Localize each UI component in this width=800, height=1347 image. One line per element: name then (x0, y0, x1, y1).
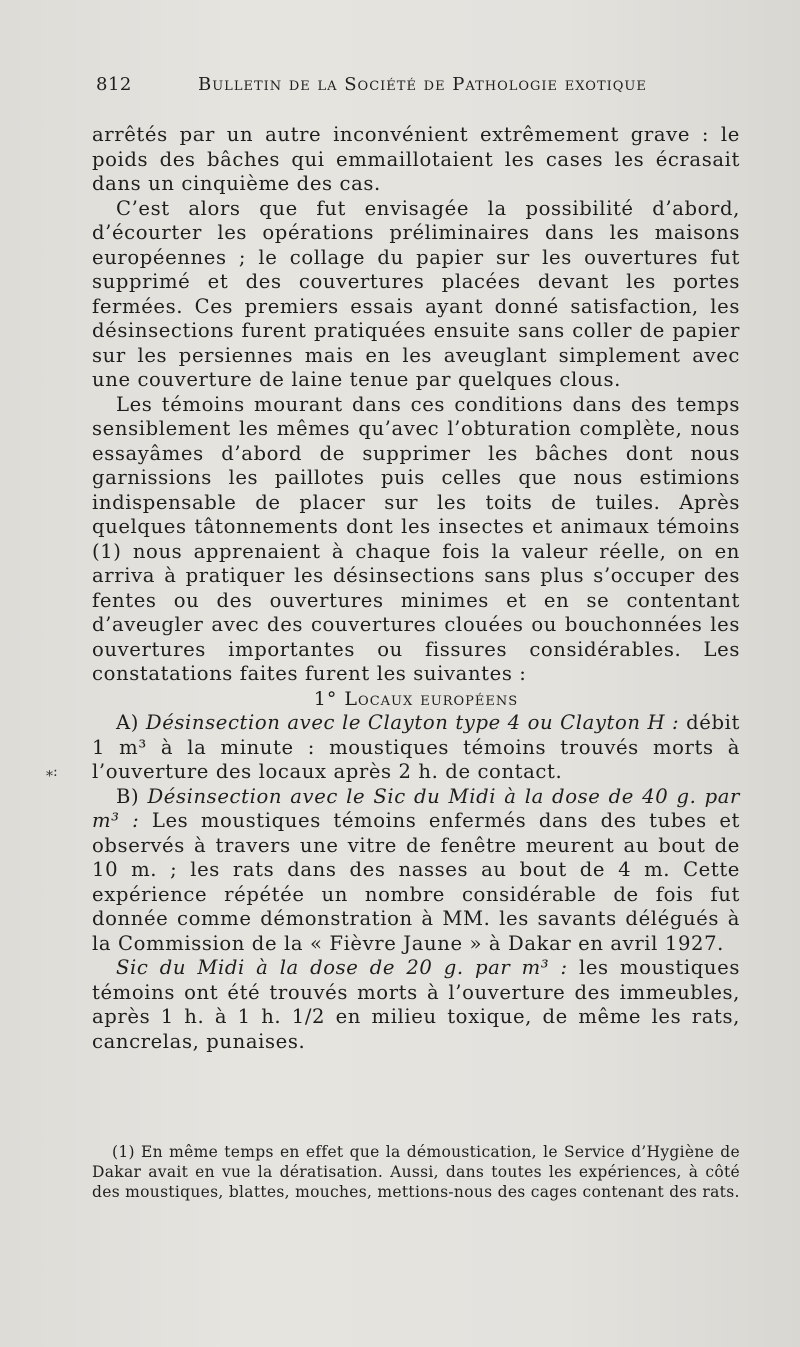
body-text (92, 123, 740, 1054)
entry-heading: Désinsection avec le Clayton type 4 ou Clayton H : (145, 711, 680, 734)
footnote (92, 1142, 740, 1202)
paragraph: C’est alors que fut envisagée la possibilité d’abord, d’écourter les opérations préliminaires dans les maisons européennes ; le collage du papier sur les ouvertures fut supprimé et des couvertures placées devant les portes fermées. Ces premiers essais ayant donné satisfaction, les désinsections furent pratiquées ensuite sans coller de papier sur les persiennes mais en les aveuglant simplement avec une couverture de laine tenue par quelques clous. (92, 196, 740, 391)
paragraph: Les témoins mourant dans ces conditions dans des temps sensiblement les mêmes qu’avec l’obturation complète, nous essayâmes d’abord de supprimer les bâches dont nous garnissions les paillotes puis celles que nous estimions indispensable de placer sur les toits de tuiles. Après quelques tâtonnements dont les insectes et animaux témoins (1) nous apprenaient à chaque fois la valeur réelle, on en arriva à pratiquer les désinsections sans plus s’occuper des fentes ou des ouvertures minimes et en se contentant d’aveugler avec des couvertures clouées ou bouchonnées les ouvertures importantes ou fissures considérables. Les constatations faites furent les suivantes : (92, 392, 740, 685)
paragraph: arrêtés par un autre inconvénient extrêmement grave : le poids des bâches qui emmaillotaient les cases les écrasait dans un cinquième des cas. (92, 123, 740, 195)
page-number: 812 (96, 74, 132, 95)
entry-label: A) (116, 711, 139, 734)
footnote-text: (1) En même temps en effet que la démoustication, le Service d’Hygiène de Dakar avait en vue la dératisation. Aussi, dans toutes les expériences, à côté des moustiques, blattes, mouches, mettions-nous des cages contenant des rats. (92, 1143, 740, 1201)
entry-heading: Sic du Midi à la dose de 20 g. par m³ : (116, 956, 568, 979)
entry-a (92, 711, 740, 785)
entry-text: Les moustiques témoins enfermés dans des tubes et observés à travers une vitre de fenêtre meurent au bout de 10 m. ; les rats dans des nasses au bout de 4 m. Cette expérience répétée un nombre considérable de fois fut donnée comme démonstration à MM. les savants délégués à la Commission de la « Fièvre Jaune » à Dakar en avril 1927. (92, 809, 740, 955)
running-header (96, 74, 656, 95)
journal-title: Bulletin de la Société de Pathologie exotique (198, 74, 647, 95)
entry-c (92, 956, 740, 1054)
section-title: 1° Locaux européens (313, 687, 519, 710)
entry-b (92, 785, 740, 957)
entry-heading: Désinsection avec le Sic du Midi à la dose de 40 g. par m³ : (92, 784, 740, 832)
entry-text: débit 1 m³ à la minute : moustiques témoins trouvés morts à l’ouverture des locaux après 2 h. de contact. (92, 711, 740, 783)
margin-mark: ⁎: (46, 764, 58, 780)
entry-text: les moustiques témoins ont été trouvés morts à l’ouverture des immeubles, après 1 h. à 1 h. 1/2 en milieu toxique, de même les rats, cancrelas, punaises. (92, 956, 740, 1053)
entry-label: B) (116, 784, 140, 808)
